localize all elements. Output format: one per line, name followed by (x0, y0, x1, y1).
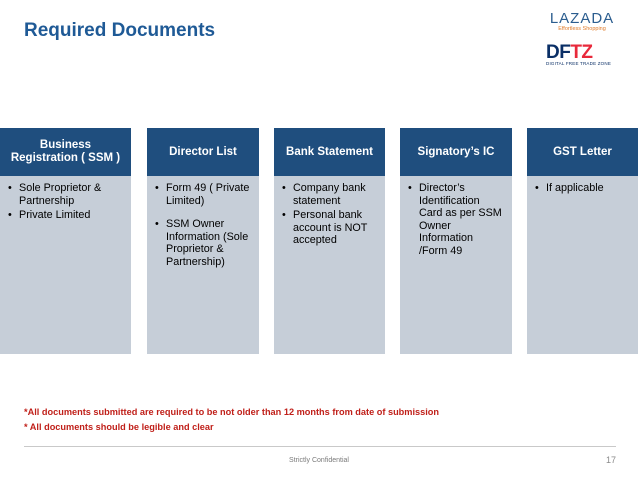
bullet-item: • SSM Owner Information (Sole Proprietor & Partnership) (155, 218, 251, 268)
lazada-logo (542, 10, 622, 32)
bullet-item: • Company bank statement (282, 182, 377, 207)
column-header: Signatory’s IC (400, 128, 512, 176)
bullet-list (408, 182, 504, 257)
dftz-logo (542, 42, 622, 66)
dftz-logo-word-dark: DF (546, 42, 571, 63)
page-title: Required Documents (24, 20, 216, 41)
documents-columns (0, 128, 638, 354)
lazada-logo-word: LAZADA (549, 10, 615, 27)
note-legibility: * All documents should be legible and clear (24, 422, 214, 432)
dftz-logo-word-red: TZ (570, 42, 593, 63)
bullet-item: • Sole Proprietor & Partnership (8, 182, 123, 207)
bullet-list (8, 182, 123, 222)
bullet-item: • Personal bank account is NOT accepted (282, 209, 377, 247)
confidential-label: Strictly Confidential (289, 457, 349, 464)
note-age-requirement: *All documents submitted are required to be not older than 12 months from date of submission (24, 407, 440, 417)
column-gst-letter (527, 128, 638, 354)
page-number: 17 (605, 455, 616, 465)
column-body (0, 176, 131, 354)
column-director-list (147, 128, 259, 354)
bullet-item: • Form 49 ( Private Limited) (155, 182, 251, 207)
column-header: Bank Statement (274, 128, 385, 176)
bullet-item: • Private Limited (8, 209, 123, 222)
column-header: Business Registration ( SSM ) (0, 128, 131, 176)
column-bank-statement (274, 128, 385, 354)
bullet-item: • Director’s Identification Card as per SSM Owner Information /Form 49 (408, 182, 504, 257)
lazada-logo-tagline: Effortless Shopping (558, 26, 606, 32)
column-body (274, 176, 385, 354)
column-header: Director List (147, 128, 259, 176)
bullet-list (155, 182, 251, 268)
column-body (147, 176, 259, 354)
column-body (527, 176, 638, 354)
bullet-list (535, 182, 630, 195)
column-signatory-ic (400, 128, 512, 354)
bullet-item: • If applicable (535, 182, 630, 195)
bullet-list (282, 182, 377, 247)
footer-divider (24, 446, 616, 447)
dftz-logo-subtitle: DIGITAL FREE TRADE ZONE (546, 61, 612, 66)
column-body (400, 176, 512, 354)
column-business-registration (0, 128, 131, 354)
column-header: GST Letter (527, 128, 638, 176)
